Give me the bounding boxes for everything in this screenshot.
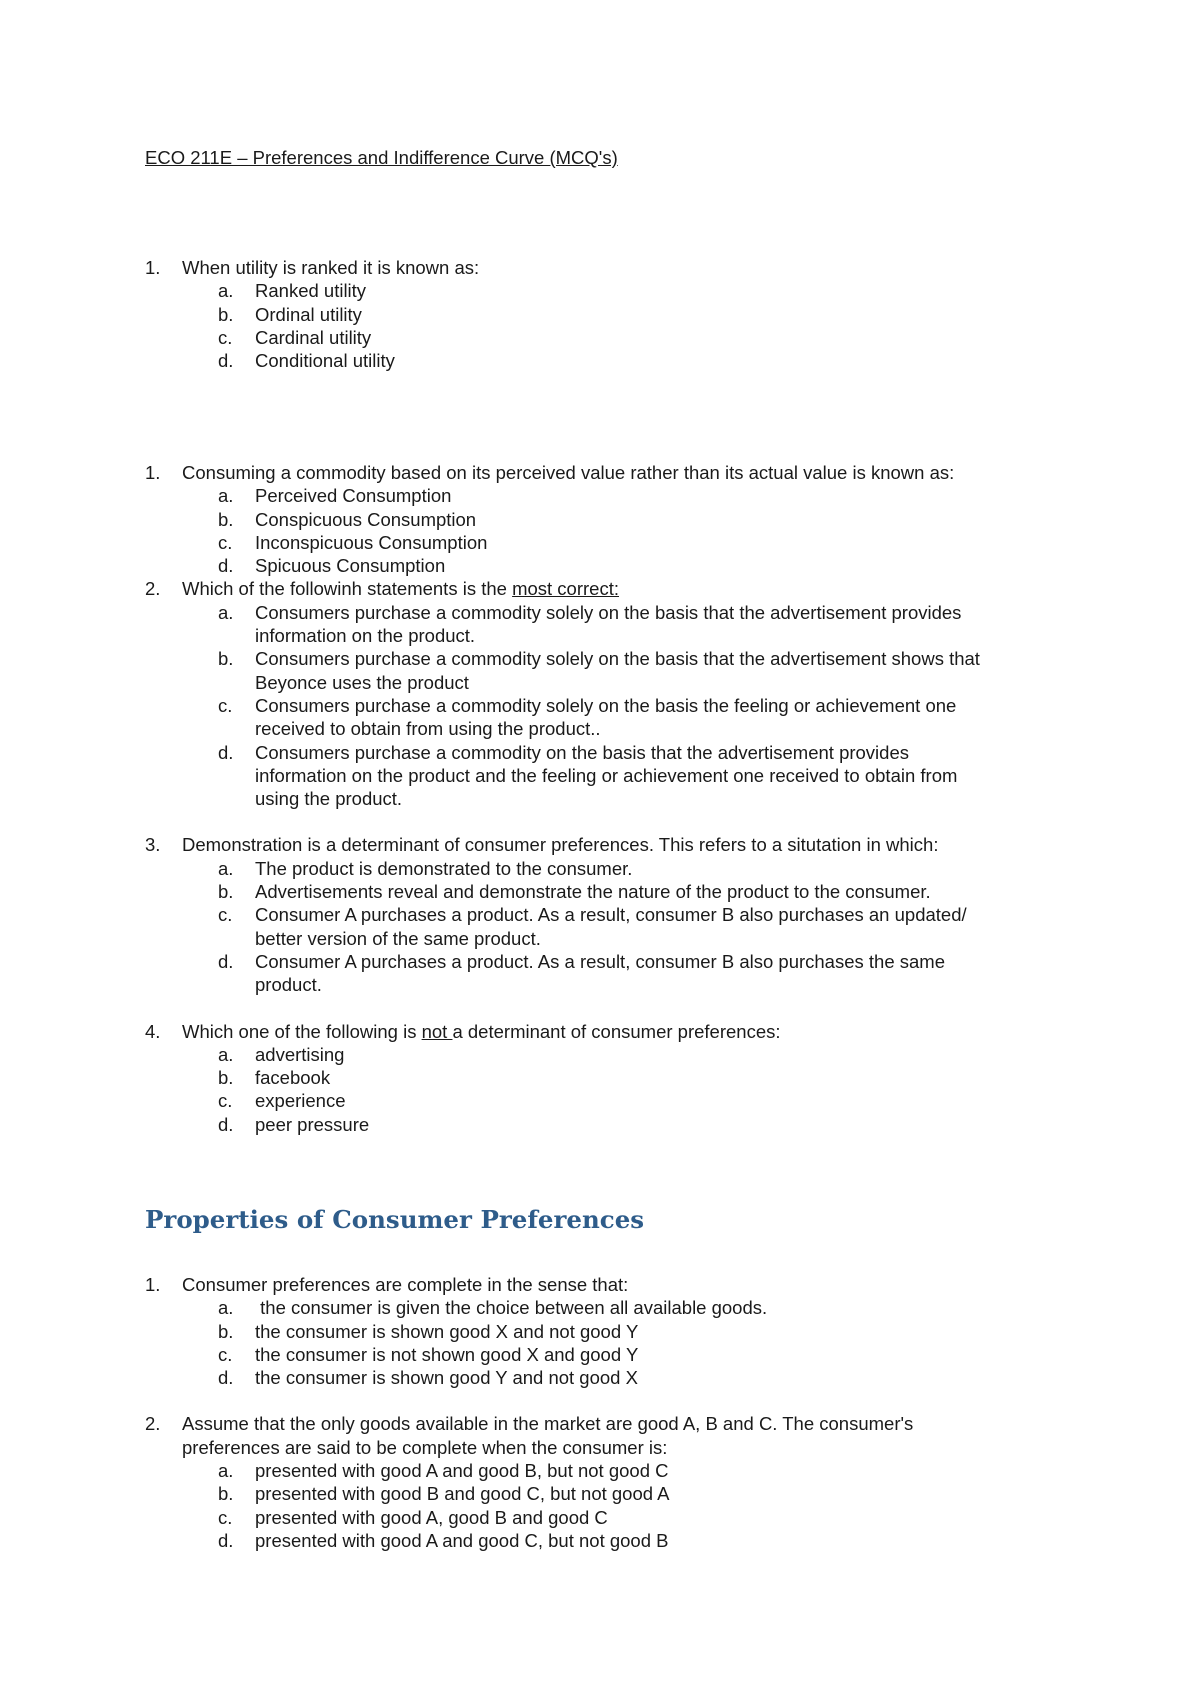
question-stem	[145, 256, 1065, 279]
section-heading: Properties of Consumer Preferences	[145, 1205, 645, 1234]
option-letter: c.	[218, 904, 233, 926]
option-text: presented with good A and good B, but not good C	[255, 1460, 669, 1482]
option-letter: d.	[218, 1529, 234, 1551]
question-text-line: Assume that the only goods available in the market are good A, B and C. The consumer's	[182, 1413, 914, 1435]
answer-option	[145, 1296, 1065, 1319]
question-stem	[145, 1020, 1065, 1043]
question-text: Consuming a commodity based on its perceived value rather than its actual value is known as:	[182, 462, 955, 483]
option-text: the consumer is shown good Y and not good X	[255, 1367, 638, 1389]
option-letter: d.	[218, 555, 234, 577]
answer-option	[145, 484, 1065, 507]
option-letter: b.	[218, 1067, 234, 1089]
option-text: presented with good A, good B and good C	[255, 1506, 608, 1528]
answer-option	[145, 1506, 1065, 1529]
question-number: 1.	[145, 257, 161, 278]
answer-option	[145, 1343, 1065, 1366]
option-letter: a.	[218, 485, 234, 507]
option-letter: a.	[218, 1043, 234, 1065]
question-text: When utility is ranked it is known as:	[182, 257, 480, 278]
question-stem	[145, 833, 1065, 856]
option-text: Ordinal utility	[255, 303, 362, 325]
question-number: 1.	[145, 1274, 161, 1295]
option-text: presented with good B and good C, but not good A	[255, 1483, 670, 1505]
option-text: the consumer is given the choice between all available goods.	[255, 1297, 768, 1319]
option-text: Cardinal utility	[255, 326, 372, 348]
answer-option	[145, 1459, 1065, 1482]
answer-option	[145, 601, 1065, 648]
option-letter: c.	[218, 326, 233, 348]
option-letter: d.	[218, 741, 234, 763]
question-text: Which one of the following is	[182, 1020, 422, 1042]
option-text: peer pressure	[255, 1113, 370, 1135]
option-letter: a.	[218, 1460, 234, 1482]
answer-option	[145, 1066, 1065, 1089]
answer-option	[145, 303, 1065, 326]
answer-option	[145, 508, 1065, 531]
question-text: Consumer preferences are complete in the sense that:	[182, 1274, 629, 1295]
answer-option	[145, 1366, 1065, 1389]
option-letter: a.	[218, 1297, 234, 1319]
answer-option	[145, 647, 1065, 694]
answer-option	[145, 880, 1065, 903]
option-text: Perceived Consumption	[255, 485, 452, 507]
option-text: facebook	[255, 1067, 331, 1089]
answer-option	[145, 1113, 1065, 1136]
question-group-properties	[145, 1273, 1065, 1552]
option-letter: b.	[218, 508, 234, 530]
question-number: 2.	[145, 578, 161, 600]
spacer	[145, 1389, 1065, 1412]
question-text-line: preferences are said to be complete when the consumer is:	[182, 1436, 668, 1458]
option-letter: a.	[218, 857, 234, 879]
option-letter: a.	[218, 280, 234, 302]
option-letter: c.	[218, 1343, 233, 1365]
question-number: 1.	[145, 462, 161, 483]
option-letter: c.	[218, 1090, 233, 1112]
option-text-line: Consumers purchase a commodity on the basis that the advertisement provides	[255, 741, 909, 763]
option-letter: d.	[218, 950, 234, 972]
answer-option	[145, 694, 1065, 741]
option-text: Inconspicuous Consumption	[255, 531, 488, 553]
option-letter: b.	[218, 648, 234, 670]
option-text: Conspicuous Consumption	[255, 508, 477, 530]
answer-option	[145, 1043, 1065, 1066]
option-text-line: Consumer A purchases a product. As a result, consumer B also purchases the same	[255, 950, 945, 972]
option-text: Spicuous Consumption	[255, 555, 446, 577]
option-text-line: Advertisements reveal and demonstrate the nature of the product to the consumer.	[255, 881, 931, 903]
option-letter: c.	[218, 1506, 233, 1528]
option-letter: b.	[218, 1320, 234, 1342]
option-text-line: product.	[255, 974, 322, 996]
answer-option	[145, 326, 1065, 349]
option-text-line: Consumers purchase a commodity solely on the basis that the advertisement shows that	[255, 648, 980, 670]
option-letter: b.	[218, 303, 234, 325]
answer-option	[145, 903, 1065, 950]
option-text: the consumer is not shown good X and good Y	[255, 1343, 639, 1365]
option-letter: c.	[218, 694, 233, 716]
question-ranked-utility	[145, 256, 1065, 372]
option-text: Conditional utility	[255, 350, 395, 372]
question-text: Demonstration is a determinant of consumer preferences. This refers to a situtation in which:	[182, 834, 939, 856]
answer-option	[145, 531, 1065, 554]
option-letter: b.	[218, 881, 234, 903]
option-text-line: The product is demonstrated to the consumer.	[255, 857, 633, 879]
answer-option	[145, 1089, 1065, 1112]
option-text-line: better version of the same product.	[255, 927, 541, 949]
option-text-line: Beyonce uses the product	[255, 671, 469, 693]
option-text: advertising	[255, 1043, 345, 1065]
question-stem	[145, 577, 1065, 600]
option-letter: c.	[218, 531, 233, 553]
answer-option	[145, 554, 1065, 577]
option-text: the consumer is shown good X and not good Y	[255, 1320, 639, 1342]
option-letter: b.	[218, 1483, 234, 1505]
question-group-consumption	[145, 461, 1065, 1136]
option-text-line: received to obtain from using the product..	[255, 718, 601, 740]
question-number: 2.	[145, 1413, 161, 1435]
option-text-line: Consumer A purchases a product. As a result, consumer B also purchases an updated/	[255, 904, 967, 926]
option-text-line: information on the product and the feeling or achievement one received to obtain from	[255, 764, 958, 786]
answer-option	[145, 1482, 1065, 1505]
answer-option	[145, 349, 1065, 372]
question-number: 4.	[145, 1020, 161, 1042]
option-text-line: using the product.	[255, 788, 403, 810]
question-stem	[145, 1412, 1065, 1459]
question-text: a determinant of consumer preferences:	[452, 1020, 781, 1042]
option-letter: d.	[218, 350, 234, 372]
spacer	[145, 810, 1065, 833]
spacer	[145, 997, 1065, 1020]
option-text-line: information on the product.	[255, 625, 476, 647]
question-stem	[145, 461, 1065, 484]
option-text-line: Consumers purchase a commodity solely on the basis the feeling or achievement one	[255, 694, 957, 716]
answer-option	[145, 857, 1065, 880]
option-letter: d.	[218, 1113, 234, 1135]
answer-option	[145, 741, 1065, 811]
answer-option	[145, 1529, 1065, 1552]
underlined-text: most correct:	[512, 578, 619, 600]
option-letter: a.	[218, 601, 234, 623]
option-text: Ranked utility	[255, 280, 367, 302]
answer-option	[145, 1320, 1065, 1343]
answer-option	[145, 279, 1065, 302]
option-text: experience	[255, 1090, 346, 1112]
question-number: 3.	[145, 834, 161, 856]
option-letter: d.	[218, 1367, 234, 1389]
question-text: Which of the followinh statements is the	[182, 578, 513, 600]
option-text-line: Consumers purchase a commodity solely on the basis that the advertisement provides	[255, 601, 962, 623]
document-title: ECO 211E – Preferences and Indifference Curve (MCQ's)	[145, 147, 618, 168]
underlined-text: not	[421, 1020, 453, 1042]
question-stem	[145, 1273, 1065, 1296]
answer-option	[145, 950, 1065, 997]
option-text: presented with good A and good C, but not good B	[255, 1529, 669, 1551]
